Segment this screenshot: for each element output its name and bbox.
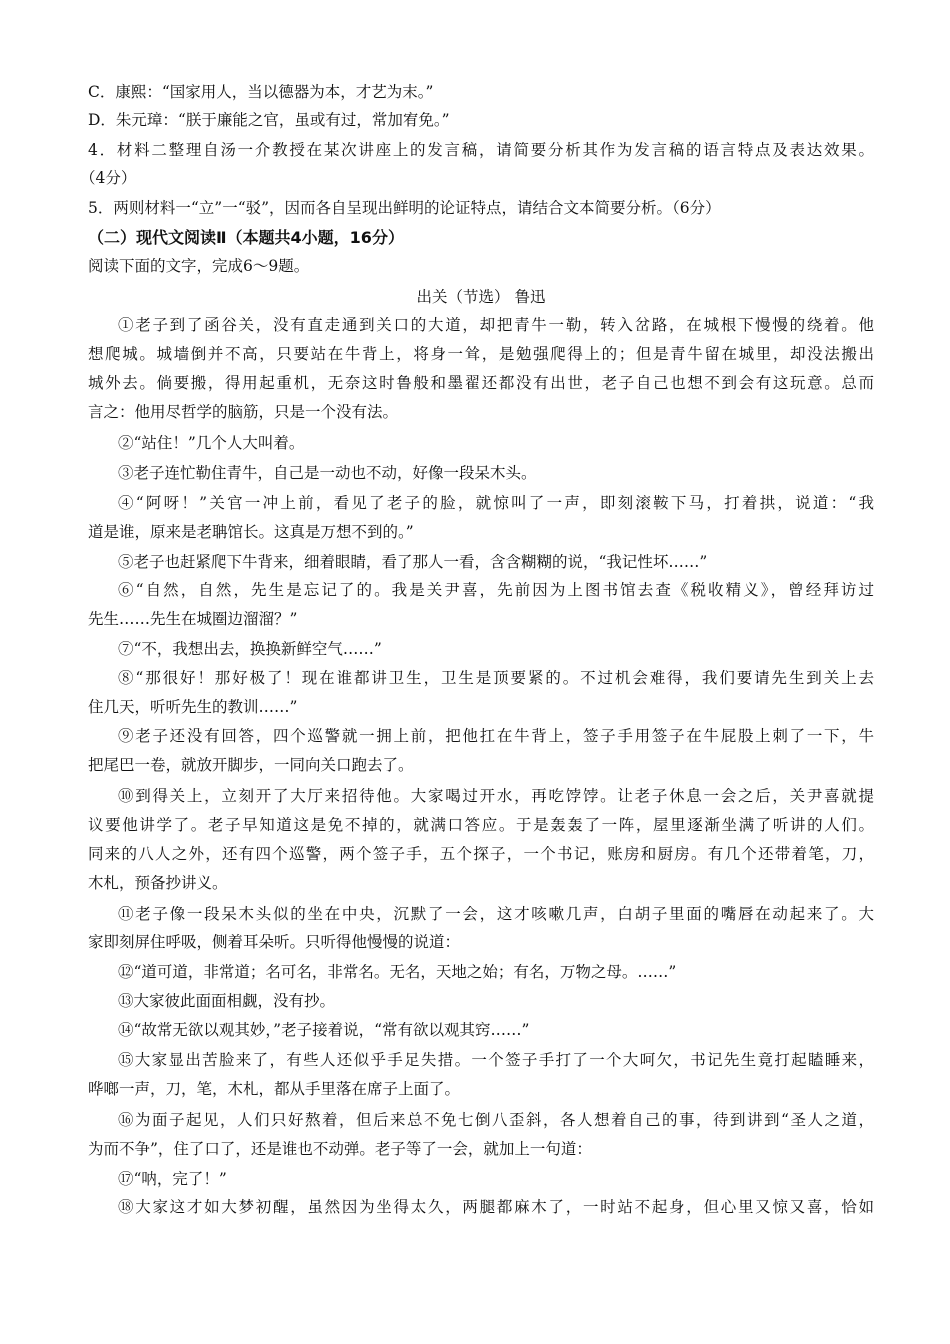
passage-line: ②“站住！”几个人大叫着。	[118, 434, 305, 452]
passage-line: 把尾巴一卷，就放开脚步，一同向关口跑去了。	[88, 756, 414, 774]
option-c: C．康熙：“国家用人，当以德器为本，才艺为末。”	[88, 83, 434, 101]
passage-line: ⑥“自然，自然，先生是忘记了的。我是关尹喜，先前因为上图书馆去查《税收精义》，曾经拜访过	[118, 581, 874, 599]
passage-line: ③老子连忙勒住青牛，自己是一动也不动，好像一段呆木头。	[118, 464, 537, 482]
passage-line: 为而不争”，住了口了，还是谁也不动弹。老子等了一会，就加上一句道：	[88, 1140, 592, 1158]
passage-line: 道是谁，原来是老聃馆长。这真是万想不到的。”	[88, 523, 414, 541]
passage-line: ⑨老子还没有回答，四个巡警就一拥上前，把他扛在牛背上，签子手用签子在牛屁股上刺了一下，牛	[118, 727, 874, 745]
passage-line: ⑦“不，我想出去，换换新鲜空气……”	[118, 640, 382, 658]
passage-line: 想爬城。城墙倒并不高，只要站在牛背上，将身一耸，是勉强爬得上的；但是青牛留在城里，却没法搬出	[88, 345, 874, 363]
passage-line: ⑰“呐，完了！”	[118, 1170, 227, 1188]
section-instruction: 阅读下面的文字，完成6～9题。	[88, 257, 310, 275]
passage-line: 哗啷一声，刀，笔，木札，都从手里落在席子上面了。	[88, 1080, 461, 1098]
option-d: D．朱元璋：“朕于廉能之官，虽或有过，常加宥免。”	[88, 111, 450, 129]
passage-line: ⑤老子也赶紧爬下牛背来，细着眼睛，看了那人一看，含含糊糊的说，“我记性坏……”	[118, 553, 708, 571]
passage-line: 木札，预备抄讲义。	[88, 874, 228, 892]
passage-line: 同来的八人之外，还有四个巡警，两个签子手，五个探子，一个书记，账房和厨房。有几个还带着笔，刀，	[88, 845, 874, 863]
passage-line: ⑩到得关上，立刻开了大厅来招待他。大家喝过开水，再吃饽饽。让老子休息一会之后，关尹喜就提	[118, 787, 874, 805]
passage-line: ⑭“故常无欲以观其妙，”老子接着说，“常有欲以观其窍……”	[118, 1021, 530, 1039]
passage-line: ⑬大家彼此面面相觑，没有抄。	[118, 992, 336, 1010]
passage-line: ⑫“道可道，非常道；名可名，非常名。无名，天地之始；有名，万物之母。……”	[118, 963, 677, 981]
passage-line: ⑧“那很好！那好极了！现在谁都讲卫生，卫生是顶要紧的。不过机会难得，我们要请先生到关上去	[118, 669, 874, 687]
section-heading: （二）现代文阅读Ⅱ（本题共4小题，16分）	[88, 228, 404, 247]
passage-line: ⑮大家显出苦脸来了，有些人还似乎手足失措。一个签子手打了一个大呵欠，书记先生竟打起瞌睡来，	[118, 1051, 874, 1069]
question-4-line-2: （4分）	[80, 169, 137, 187]
passage-line: 言之：他用尽哲学的脑筋，只是一个没有法。	[88, 403, 399, 421]
passage-line: 住几天，听听先生的教训……”	[88, 698, 298, 716]
passage-line: ⑱大家这才如大梦初醒，虽然因为坐得太久，两腿都麻木了，一时站不起身，但心里又惊又喜，恰如	[118, 1198, 874, 1216]
passage-line: ⑪老子像一段呆木头似的坐在中央，沉默了一会，这才咳嗽几声，白胡子里面的嘴唇在动起来了。大	[118, 905, 874, 923]
passage-line: ⑯为面子起见，人们只好熬着，但后来总不免七倒八歪斜，各人想着自己的事，待到讲到“圣人之道，	[118, 1111, 874, 1129]
passage-line: ①老子到了函谷关，没有直走通到关口的大道，却把青牛一勒，转入岔路，在城根下慢慢的绕着。他	[118, 316, 874, 334]
question-5: 5．两则材料一“立”一“驳”，因而各自呈现出鲜明的论证特点，请结合文本简要分析。（6分）	[88, 199, 721, 217]
passage-line: 城外去。倘要搬，得用起重机，无奈这时鲁般和墨翟还都没有出世，老子自己也想不到会有这玩意。总而	[88, 374, 874, 392]
question-4-line-1: 4．材料二整理自汤一介教授在某次讲座上的发言稿，请简要分析其作为发言稿的语言特点及表达效果。	[88, 141, 874, 159]
passage-line: 先生……先生在城圈边溜溜？”	[88, 610, 298, 628]
passage-line: 议要他讲学了。老子早知道这是免不掉的，就满口答应。于是轰轰了一阵，屋里逐渐坐满了听讲的人们。	[88, 816, 874, 834]
passage-title: 出关（节选） 鲁迅	[416, 288, 546, 306]
passage-line: ④“阿呀！”关官一冲上前，看见了老子的脸，就惊叫了一声，即刻滚鞍下马，打着拱，说道：“我	[118, 494, 874, 512]
passage-line: 家即刻屏住呼吸，侧着耳朵听。只听得他慢慢的说道：	[88, 933, 461, 951]
